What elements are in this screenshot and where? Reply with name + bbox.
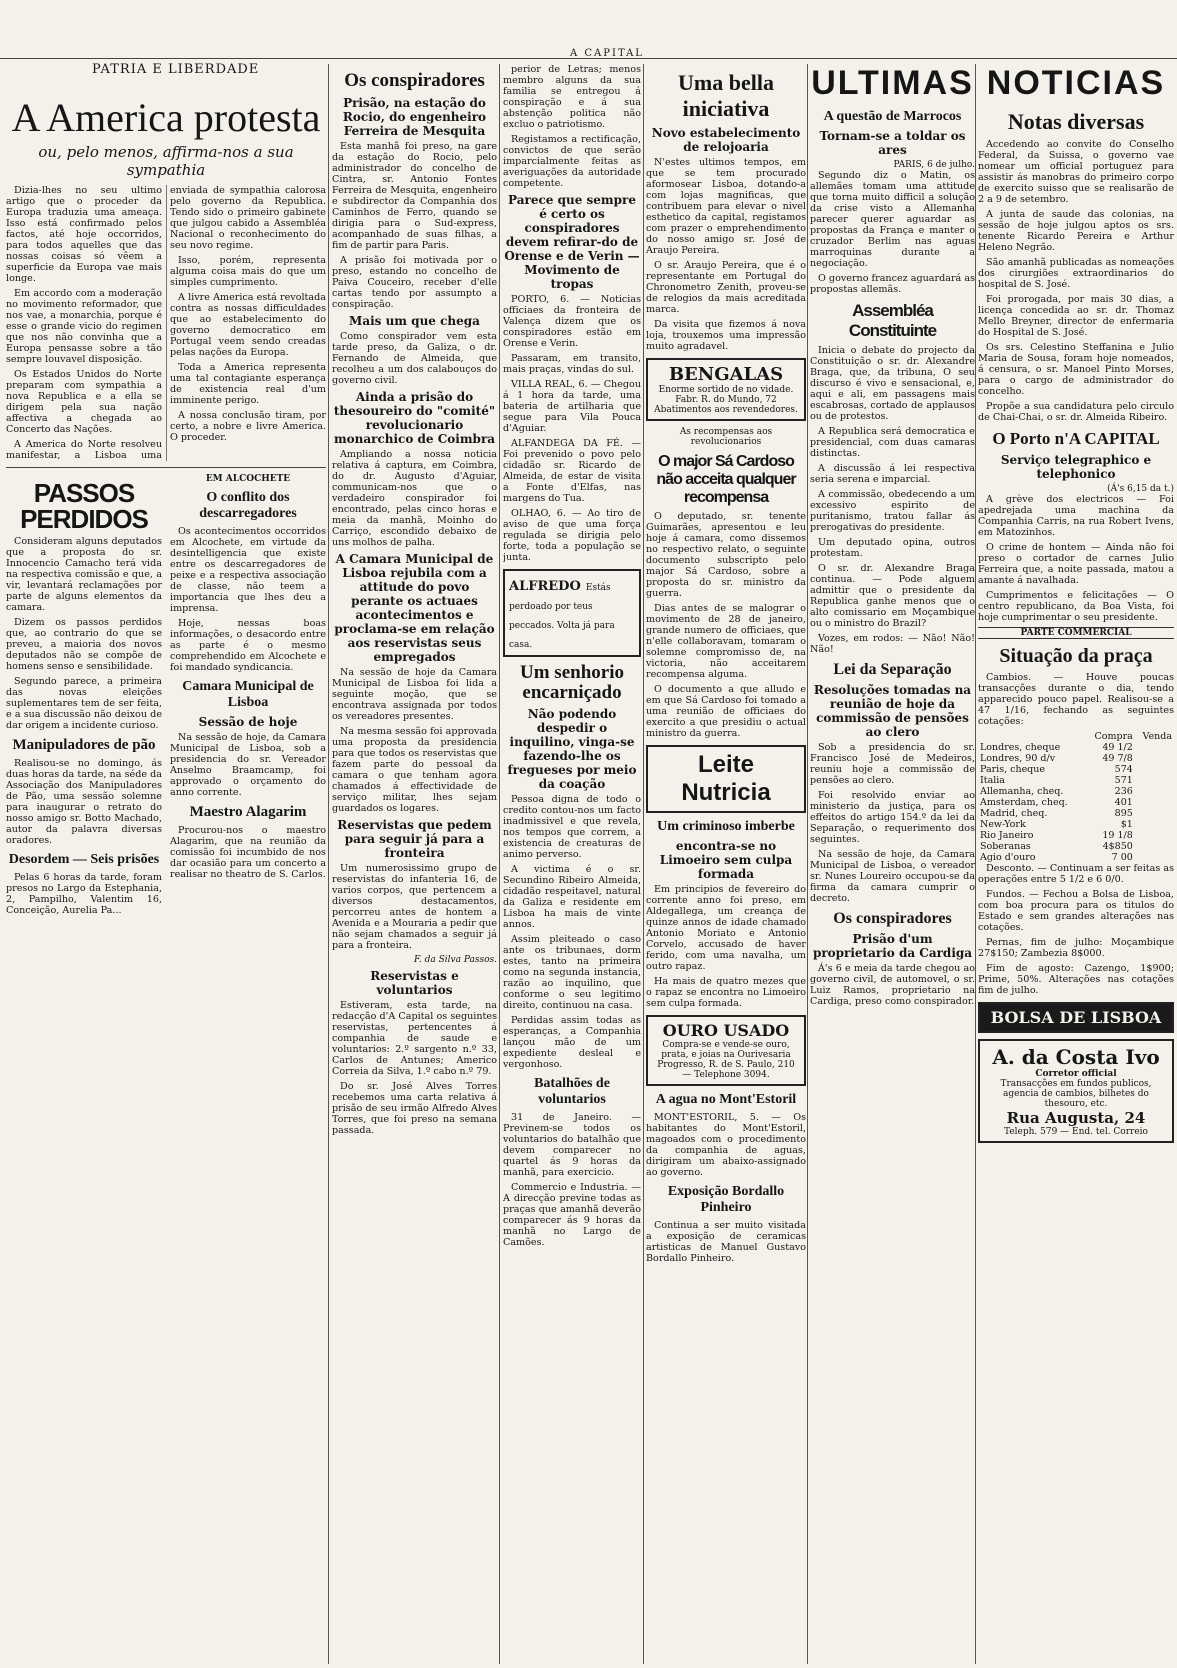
paragraph: PORTO, 6. — Noticias officiaes da fronteira de Valença dizem que os conspiradores estão em Orense e Verin. [503, 294, 641, 349]
cambios-cell: 236 [1114, 786, 1133, 797]
headline-manipuladores: Manipuladores de pão [12, 737, 156, 753]
headline-batalhoes: Batalhões de voluntarios [534, 1076, 610, 1107]
paragraph: OLHAO, 6. — Ao tiro de aviso de que uma força regulada se dirigia pelo forte, toda a população se junta. [503, 508, 641, 563]
cambios-cell: 7 00 [1111, 852, 1133, 863]
cambios-cell [1135, 819, 1174, 830]
paragraph: Na sessão de hoje, da Camara Municipal de Lisboa, o vereador sr. Nunes Loureiro occupou-se da firma da camara cumprir o decreto. [810, 849, 975, 904]
ad-costa-ivo [978, 1039, 1174, 1143]
ad-alfredo [503, 569, 641, 657]
ad-ouro-title: OURO USADO [662, 1021, 790, 1040]
paragraph: A junta de saude das colonias, na sessão de hoje julgou aptos os srs. tenente Ricardo Pereira e Arthur Heleno Negrão. [978, 209, 1174, 253]
headline-praca: Situação da praça [999, 645, 1153, 667]
subhead-camara: Sessão de hoje [198, 715, 298, 729]
motto: PATRIA E LIBERDADE [92, 62, 260, 77]
headline-marrocos: A questão de Marrocos [823, 109, 962, 124]
paragraph: A nossa conclusão tiram, por certo, a nobre e livre America. O proceder. [170, 410, 326, 443]
ad-leite-title: Leite Nutricia [681, 751, 771, 806]
article-america [6, 185, 326, 461]
cambios-row [978, 786, 1174, 797]
label-commercial: PARTE COMMERCIAL [978, 627, 1174, 639]
headline-criminoso: Um criminoso imberbe [657, 819, 795, 834]
headline-america: A America protesta [11, 95, 321, 140]
cambios-header-row [978, 731, 1174, 742]
paragraph: Como conspirador vem esta tarde preso, da Galiza, o dr. Fernando de Almeida, que recolheu a um dos calabouços do governo civil. [332, 331, 497, 386]
ad-alfredo-text: Estás perdoado por teus peccados. Volta já para casa. [509, 583, 615, 650]
paper-name: A CAPITAL [570, 48, 644, 59]
column-rule [807, 64, 808, 1664]
headline-separacao: Lei da Separação [833, 661, 952, 678]
subhead: Parece que sempre é certo os conspiradores devem refirar-do de Orense e de Verin — Movimento de tropas [504, 193, 640, 291]
paragraph: Dizem os passos perdidos que, ao contrario do que se preveu, a maioria dos novos deputados não se compõe de homens senso e sensibilidade. [6, 617, 162, 672]
ad-costa-ivo-address: Rua Augusta, 24 [1006, 1109, 1146, 1127]
dateline: PARIS, 6 de julho. [893, 160, 975, 170]
subtitle-america: ou, pelo menos, affirma-nos a sua sympathia [38, 143, 294, 179]
paragraph: Inicia o debate do projecto da Constituição o sr. dr. Alexandre Braga, que, da tribuna, O seu discurso é vivo e sensacional, e, aqui e ali, em passagens mais escabrosas, cortado de applausos ou de protestos. [810, 345, 975, 422]
cambios-cell: Paris, cheque [980, 764, 1046, 775]
cambios-cell: Italia [980, 775, 1005, 786]
cambios-row [978, 764, 1174, 775]
subhead: A Camara Municipal de Lisboa rejubila com a attitude do povo perante os actuaes acontecimentos e proclama-se em relação aos reservistas seus empregados [334, 552, 495, 664]
subhead: Novo estabelecimento de relojoaria [651, 126, 801, 154]
paragraph: Na sessão de hoje, da Camara Municipal de Lisboa, sob a presidencia do sr. Vereador Anselmo Braamcamp, foi approvado o orçamento do anno corrente. [170, 732, 326, 798]
subhead: Reservistas e voluntarios [370, 969, 459, 997]
cambios-cell [1135, 808, 1174, 819]
subhead: Não podendo despedir o inquilino, vinga-se fazendo-lhe os fregueses por meio da coação [507, 707, 637, 791]
paragraph: Fim de agosto: Cazengo, 1$900; Prime, 50%. Alterações nas cotações fim de julho. [978, 963, 1174, 996]
paragraph: Segundo diz o Matin, os allemães tomam uma attitude que torna muito difficil a solução da crise visto a Allemanha parecer querer aguardar as propostas da França e manter o cruzador Berlim nas aguas marroquinas durante a negociação. [810, 170, 975, 269]
paragraph: Na mesma sessão foi approvada uma proposta da presidencia para que todos os reservistas que fazem parte do pessoal da camara o que tenham agora chamados á effectividade de serviço militar, lhes sejam guardados os logares. [332, 726, 497, 814]
paragraph: A discussão á lei respectiva seria serena e imparcial. [810, 463, 975, 485]
cambios-cell: Soberanas [980, 841, 1031, 852]
ad-bengalas-note: Abatimentos aos revendedores. [654, 405, 798, 415]
paragraph: Passaram, em transito, mais praças, vindas do sul. [503, 353, 641, 375]
paragraph: A commissão, obedecendo a um excessivo espirito de puritanismo, tratou fallar ás prerogativas do presidente. [810, 489, 975, 533]
cambios-header: Compra [1094, 731, 1133, 742]
headline-ultimas: ULTIMAS [811, 64, 974, 102]
paragraph: Á's 6 e meia da tarde chegou ao governo civil, de automovel, o sr. Luiz Ramos, proprietario na Cardiga, preso como conspirador. [810, 963, 975, 1007]
separator [6, 467, 326, 468]
cambios-cell: 574 [1114, 764, 1133, 775]
headline-agua: A agua no Mont'Estoril [655, 1092, 797, 1107]
column-4 [646, 64, 806, 1664]
cambios-row [978, 852, 1174, 863]
cambios-cell: New-York [980, 819, 1026, 830]
paragraph: Em principios de fevereiro do corrente anno foi preso, em Aldegallega, um creança de quinze annos de idade chamado Antonio Moriato e Antonio Corvelo, accusado de haver ferido, com uma navalha, um outro rapaz. [646, 884, 806, 972]
ad-costa-ivo-name: A. da Costa Ivo [992, 1045, 1160, 1069]
ad-alfredo-title: ALFREDO [509, 579, 581, 594]
paragraph: Segundo parece, a primeira das novas eleições suplementares tem de ser feita, e a sua discussão não deixou de dar origem a incidente curioso. [6, 676, 162, 731]
paragraph: O governo francez aguardará as propostas allemãs. [810, 273, 975, 295]
headline-porto: O Porto n'A CAPITAL [992, 429, 1160, 448]
paragraph: Um deputado opina, outros protestam. [810, 537, 975, 559]
column-rule [643, 64, 644, 1664]
column-2 [332, 64, 497, 1664]
paragraph: Dias antes de se malograr o movimento de 28 de janeiro, grande numero de officiaes, que n'elle collaboravam, tomaram o solemne compromisso de, na victoria, não acceitarem recompensa alguma. [646, 603, 806, 680]
paragraph: Da visita que fizemos á nova loja, trouxemos uma impressão muito agradavel. [646, 319, 806, 352]
paragraph: Pelas 6 horas da tarde, foram presos no Largo da Estephania, 2, Pampilho, Valentim 16, Conceição, Aurelia Pa... [6, 872, 162, 916]
paragraph: Realisou-se no domingo, ás duas horas da tarde, na séde da Associação dos Manipuladores de Pão, uma sessão solemne para inaugurar o retrato do nosso amigo sr. Botto Machado, autor da palavra diversas oradores. [6, 758, 162, 846]
column-6 [978, 64, 1174, 1664]
cambios-row [978, 841, 1174, 852]
cambios-cell: Rio Janeiro [980, 830, 1034, 841]
column-1 [6, 64, 326, 1664]
cambios-cell: 401 [1114, 797, 1133, 808]
paragraph: A America do Norte resolveu manifestar, a Lisboa uma enviada de sympathia calorosa pelo governo da Republica. Tendo sido o primeiro gabinete que julgou cabido a Assembléa Nacional o reconhecimento do seu novo regime. [6, 185, 326, 461]
cambios-cell: Amsterdam, cheq. [980, 797, 1068, 808]
paragraph: Cumprimentos e felicitações — O centro republicano, da Boa Vista, foi hoje cumprimentar o seu presidente. [978, 590, 1174, 623]
headline-conspiradores: Os conspiradores [344, 70, 485, 91]
cambios-row [978, 819, 1174, 830]
paragraph: Os srs. Celestino Steffanina e Julio Maria de Sousa, foram hoje nomeados, á censura, o sr. Manoel Pinto Morses, para o cargo de administrador do concelho. [978, 342, 1174, 397]
cambios-cell: 4$850 [1102, 841, 1133, 852]
cambios-cell [1135, 830, 1174, 841]
paragraph: Ampliando a nossa noticia relativa á captura, em Coimbra, do dr. Augusto d'Aguiar, communicam-nos que o verdadeiro conspirador foi encontrado, pelas cinco horas e meia da manhã, Moinho do Carriço, escondido debaixo de uns molhos de palha. [332, 449, 497, 548]
paragraph: N'estes ultimos tempos, em que se tem procurado aformosear Lisboa, dotando-a com lojas magnificas, que contribuem para elevar o nivel esthetico da capital, registamos com prazer o emprehendimento do nosso amigo sr. José de Araujo Pereira. [646, 157, 806, 256]
ad-bengalas-title: BENGALAS [668, 364, 784, 385]
cambios-cell [1135, 775, 1174, 786]
cambios-cell: 49 1/2 [1102, 742, 1133, 753]
paragraph: Procurou-nos o maestro Alagarim, que na reunião da comissão foi incumbido de nos dar ocasião para um concerto a realisar no theatro de S. Carlos. [170, 825, 326, 880]
paragraph: Propõe a sua candidatura pelo circulo de Chai-Chai, o sr. dr. Almeida Ribeiro. [978, 401, 1174, 423]
paragraph: Assim pleiteado o caso ante os tribunaes, dorm estes, tanto na primeira como na segunda instancia, razão ao inquilino, que conforme o seu legitimo direito, continuou na casa. [503, 934, 641, 1011]
paragraph: VILLA REAL, 6. — Chegou á 1 hora da tarde, uma bateria de artilharia que segue para Vila Pouca d'Aguiar. [503, 379, 641, 434]
paragraph: Registamos a rectificação, convictos de que serão imparcialmente feitas as averiguações da autoridade competente. [503, 134, 641, 189]
cambios-cell: Agio d'ouro [980, 852, 1036, 863]
headline-sa-cardoso: O major Sá Cardoso não acceita qualquer recompensa [656, 453, 796, 506]
headline-camara: Camara Municipal de Lisboa [182, 679, 314, 710]
paragraph: Accedendo ao convite do Conselho Federal, da Suissa, o governo vae nomear um official portuguez para assistir ás manobras do primeiro corpo de exercito suisso que se realisarão de 2 a 9 de setembro. [978, 139, 1174, 205]
paragraph: A livre America está revoltada contra as nossas difficuldades que ao estabelecimento do governo democratico em Portugal veem sendo creadas pelas nações da Europa. [170, 292, 326, 358]
headline-notas: Notas diversas [1007, 109, 1145, 134]
paragraph: Foi resolvido enviar ao ministerio da justiça, para os effeitos do artigo 154.º da lei da Separação, o requerimento dos seguintes. [810, 790, 975, 845]
cambios-body [978, 742, 1174, 863]
paragraph: Estiveram, esta tarde, na redacção d'A Capital os seguintes reservistas, pertencentes á companhia de saude e voluntarios: 2.º sargento n.º 33, Carlos de Antunes; Americo Correia da Silva, 1.º cabo n.º 79. [332, 1000, 497, 1077]
paragraph: Fundos. — Fechou a Bolsa de Lisboa, com boa procura para os titulos do Estado e sem grandes alterações nas cotações. [978, 889, 1174, 933]
headline-noticias: NOTICIAS [986, 64, 1166, 102]
porto-time: (Á's 6,15 da t.) [1107, 484, 1174, 494]
column-rule [328, 64, 329, 1664]
paragraph: Continua a ser muito visitada a exposição de ceramicas artisticas de Manuel Gustavo Bordallo Pinheiro. [646, 1220, 806, 1264]
ad-ouro-text: Compra-se e vende-se ouro, prata, e joias na Ourivesaria Progresso, R. de S. Paulo, 210 — Telephone 3094. [657, 1040, 795, 1080]
ad-costa-ivo-text: Transacções em fundos publicos, agencia de cambios, bilhetes do thesouro, etc. [1000, 1079, 1152, 1109]
paragraph: Commercio e Industria. — A direcção previne todas as praças que amanhã deverão comparecer ás 9 horas da manhã no Largo de Camões. [503, 1182, 641, 1248]
ad-bengalas-text: Enorme sortido de no vidade. Fabr. R. do Mundo, 72 [658, 385, 794, 405]
paragraph: O deputado, sr. tenente Guimarães, apresentou e leu hoje á camara, como dissemos no respectivo relato, o seguinte documento subscripto pelo major Sá Cardoso, sobre a proposta do sr. ministro da guerra. [646, 511, 806, 599]
paragraph: Foi prorogada, por mais 30 dias, a licença concedida ao sr. dr. Thomaz Mello Breyner, director de enfermaria do Hospital de S. José. [978, 294, 1174, 338]
paragraph: A prisão foi motivada por o preso, estando no concelho de Paiva Couceiro, receber d'elle cartas tendo por assumpto a conspiração. [332, 255, 497, 310]
cambios-cell [1135, 764, 1174, 775]
paragraph: Do sr. José Alves Torres recebemos uma carta relativa á prisão de seu irmão Alfredo Alves Torres, que foi preso na semana passada. [332, 1081, 497, 1136]
cambios-cell: 49 7/8 [1102, 753, 1133, 764]
cambios-cell: Londres, cheque [980, 742, 1061, 753]
paragraph: Pernas, fim de julho: Moçambique 27$150; Zambezia 8$000. [978, 937, 1174, 959]
lower-right [170, 474, 326, 920]
lower-block [6, 474, 326, 920]
column-rule [499, 64, 500, 1664]
column-3 [503, 64, 641, 1664]
label-recompensas: As recompensas aos revolucionarios [679, 427, 773, 447]
paragraph: Isso, porém, representa alguma coisa mais do que um simples cumprimento. [170, 255, 326, 288]
headline-assembleia: Assembléa Constituinte [848, 301, 937, 340]
subhead: Serviço telegraphico e telephonico [1000, 453, 1152, 481]
cambios-cell: 895 [1114, 808, 1133, 819]
paragraph: MONT'ESTORIL, 5. — Os habitantes do Mont'Estoril, magoados com o procedimento da companhia de aguas, dirigiram um abaixo-assignado ao governo. [646, 1112, 806, 1178]
cambios-cell [1135, 742, 1174, 753]
cambios-header [978, 731, 1085, 742]
column-5 [810, 64, 975, 1664]
cambios-cell [1135, 852, 1174, 863]
cambios-cell [1135, 797, 1174, 808]
paragraph: Desconto. — Continuam a ser feitas as operações entre 5 1/2 e 6 0/0. [978, 863, 1174, 885]
ad-ouro [646, 1015, 806, 1086]
paragraph: São amanhã publicadas as nomeações dos cirurgiões extraordinarios do hospital de S. José. [978, 257, 1174, 290]
lower-left [6, 474, 162, 920]
paragraph: Pessoa digna de todo o credito contou-nos um facto inadmissivel e que revela, nos tempos que correm, a existencia de creaturas de animo perverso. [503, 794, 641, 860]
paragraph: Ha mais de quatro mezes que o rapaz se encontra no Limoeiro sem culpa formada. [646, 976, 806, 1009]
cambios-row [978, 830, 1174, 841]
subhead: Prisão d'um proprietario da Cardiga [812, 932, 973, 960]
paragraph: Os acontecimentos occorridos em Alcochete, em virtude da desintelligencia que existe entre os descarregadores de peixe e a respectiva associação de classe, não teem a importancia que lhes deu a imprensa. [170, 526, 326, 614]
paragraph: A Republica será democratica e presidencial, com duas camaras distinctas. [810, 426, 975, 459]
paragraph: Toda a America representa uma tal contagiante esperança de existencia real d'um imminente perigo. [170, 362, 326, 406]
headline-conspiradores-2: Os conspiradores [833, 910, 952, 927]
ad-leite [646, 745, 806, 813]
paragraph: O crime de hontem — Ainda não foi preso o cortador de carnes Julio Ferreira que, a noite passada, matou a amante á navalhada. [978, 542, 1174, 586]
paragraph: O documento a que alludo e em que Sá Cardoso foi tomado a uma reunião de officiaes do exercito a que presidiu o actual ministro da guerra. [646, 684, 806, 739]
subhead: Mais um que chega [349, 314, 480, 328]
column-rule [975, 64, 976, 1664]
cambios-row [978, 797, 1174, 808]
paragraph: A victima é o sr. Secundino Ribeiro Almeida, cidadão respeitavel, natural da Galiza e residente em Lisboa ha mais de vinte annos. [503, 864, 641, 930]
cambios-header: Venda [1142, 731, 1172, 742]
cambios-cell: Londres, 90 d/v [980, 753, 1056, 764]
subhead: Prisão, na estação do Rocio, do engenheiro Ferreira de Mesquita [342, 96, 487, 138]
cambios-cell: Madrid, cheq. [980, 808, 1048, 819]
paragraph: Hoje, nessas boas informações, o desacordo entre as parte é o mesmo comprehendido em Alcochete e foi mandado syndicancia. [170, 618, 326, 673]
paragraph: Os Estados Unidos do Norte preparam com sympathia a nova Republica e a ella se dirigem pela sua nação affectiva a chegada ao Concerto das Nações. [6, 369, 162, 435]
subhead: Ainda a prisão do thesoureiro do "comité" revolucionario monarchico de Coimbra [333, 390, 496, 446]
subhead: Reservistas que pedem para seguir já para a fronteira [337, 818, 492, 860]
cambios-cell: Allemanha, cheq. [980, 786, 1064, 797]
subhead: encontra-se no Limoeiro sem culpa formada [659, 839, 793, 881]
subhead: Resoluções tomadas na reunião de hoje da commissão de pensões ao clero [813, 683, 972, 739]
paragraph: Vozes, em rodos: — Não! Não! Não! [810, 633, 975, 655]
cambios-row [978, 753, 1174, 764]
cambios-cell: 571 [1114, 775, 1133, 786]
cambios-row [978, 808, 1174, 819]
paragraph: Dizia-lhes no seu ultimo artigo que o proceder da Europa traduzia uma ameaça. Isso está confirmado pelos factos, até hoje occorridos, para todos aquelles que das nossas coisas só vêem a superficie da Europa vae mais longe. [6, 185, 162, 284]
paragraph: ALFANDEGA DA FÉ. — Foi prevenido o povo pelo cidadão sr. Ricardo de Almeida, de estar de visita a Fonte d'Elfas, nas margens do Tua. [503, 438, 641, 504]
paragraph: 31 de Janeiro. — Previnem-se todos os voluntarios do batalhão que devem comparecer no quartel ás 9 horas da manhã, para exercicio. [503, 1112, 641, 1178]
ad-costa-ivo-phone: Teleph. 579 — End. tel. Correio [1004, 1127, 1148, 1137]
cambios-cell [1135, 786, 1174, 797]
paragraph: perior de Letras; menos membro alguns da sua familia se entregou á conspiração e á sua abstenção politica não excluo o patriotismo. [503, 64, 641, 130]
paragraph: A grève dos electricos — Foi apedrejada uma machina da Companhia Carris, na rua Robert Ivens, em Matozinhos. [978, 494, 1174, 538]
paragraph: O sr. dr. Alexandre Braga continua. — Pode alguem admittir que o presidente da Republica ganhe menos que o alto comissario em Moçambique ou o ministro do Brazil? [810, 563, 975, 629]
paragraph: Um numerosissimo grupo de reservistas do infanteria 16, de varios corpos, que pertencem a diversos destacamentos, percorreu antes de hontem a Avenida e a Mouraria a pedir que não sejam chamados a seguir já para a fronteira. [332, 863, 497, 951]
headline-iniciativa: Uma bella iniciativa [678, 70, 774, 121]
paragraph: O sr. Araujo Pereira, que é o representante em Portugal do Chronometro Zenith, proveu-se de relogios da mais acreditada marca. [646, 260, 806, 315]
subhead: Tornam-se a toldar os ares [819, 129, 966, 157]
headline-alagarim: Maestro Alagarim [189, 804, 307, 820]
ad-bengalas [646, 358, 806, 421]
label-alcochete: EM ALCOCHETE [205, 474, 291, 484]
cambios-row [978, 742, 1174, 753]
paragraph: Consideram alguns deputados que a proposta do sr. Innocencio Camacho terá vida na respectiva comissão e que, a vir, levantará reclamações por parte de alguns elementos da camara. [6, 536, 162, 613]
cambios-cell: $1 [1120, 819, 1133, 830]
cambios-cell [1135, 753, 1174, 764]
paragraph: Sob a presidencia do sr. Francisco José de Medeiros, reuniu hoje a commissão de pensões ao clero. [810, 742, 975, 786]
headline-conflito: O conflito dos descarregadores [199, 490, 297, 521]
cambios-row [978, 775, 1174, 786]
cambios-cell [1135, 841, 1174, 852]
paragraph: Em accordo com a moderação no movimento reformador, que nos vae, a monarchia, porque é esse o grande vicio do regimen que nos não convinha que a Europa pensasse sobre a tão sempre louvavel disposição. [6, 288, 162, 365]
headline-passos: PASSOS PERDIDOS [20, 478, 148, 534]
bolsa-banner: BOLSA DE LISBOA [978, 1002, 1174, 1033]
cambios-cell: 19 1/8 [1102, 830, 1133, 841]
signature: F. da Silva Passos. [414, 955, 497, 965]
headline-bordallo: Exposição Bordallo Pinheiro [667, 1184, 785, 1215]
cambios-table [978, 731, 1174, 863]
paragraph: Esta manhã foi preso, na gare da estação do Rocio, pelo administrador do concelho de Cintra, sr. Antonio Fontes Ferreira de Mesquita, engenheiro e subdirector da Companhia dos Caminhos de Ferro, quando se dirigia para o Sud-express, acompanhado de suas filhas, a fim de partir para Paris. [332, 141, 497, 251]
paragraph: Perdidas assim todas as esperanças, a Companhia lançou mão de um expediente desleal e vergonhoso. [503, 1015, 641, 1070]
ad-costa-ivo-role: Corretor official [1035, 1069, 1117, 1079]
headline-desordem: Desordem — Seis prisões [8, 852, 160, 867]
paragraph: Na sessão de hoje da Camara Municipal de Lisboa foi lida a seguinte moção, que se encontrava assignada por todos os vereadores presentes. [332, 667, 497, 722]
paragraph: Cambios. — Houve poucas transacções durante o dia, tendo apparecido pouco papel. Realisou-se a 47 1/16, fechando as seguintes cotações: [978, 672, 1174, 727]
headline-senhorio: Um senhorio encarniçado [520, 662, 624, 703]
